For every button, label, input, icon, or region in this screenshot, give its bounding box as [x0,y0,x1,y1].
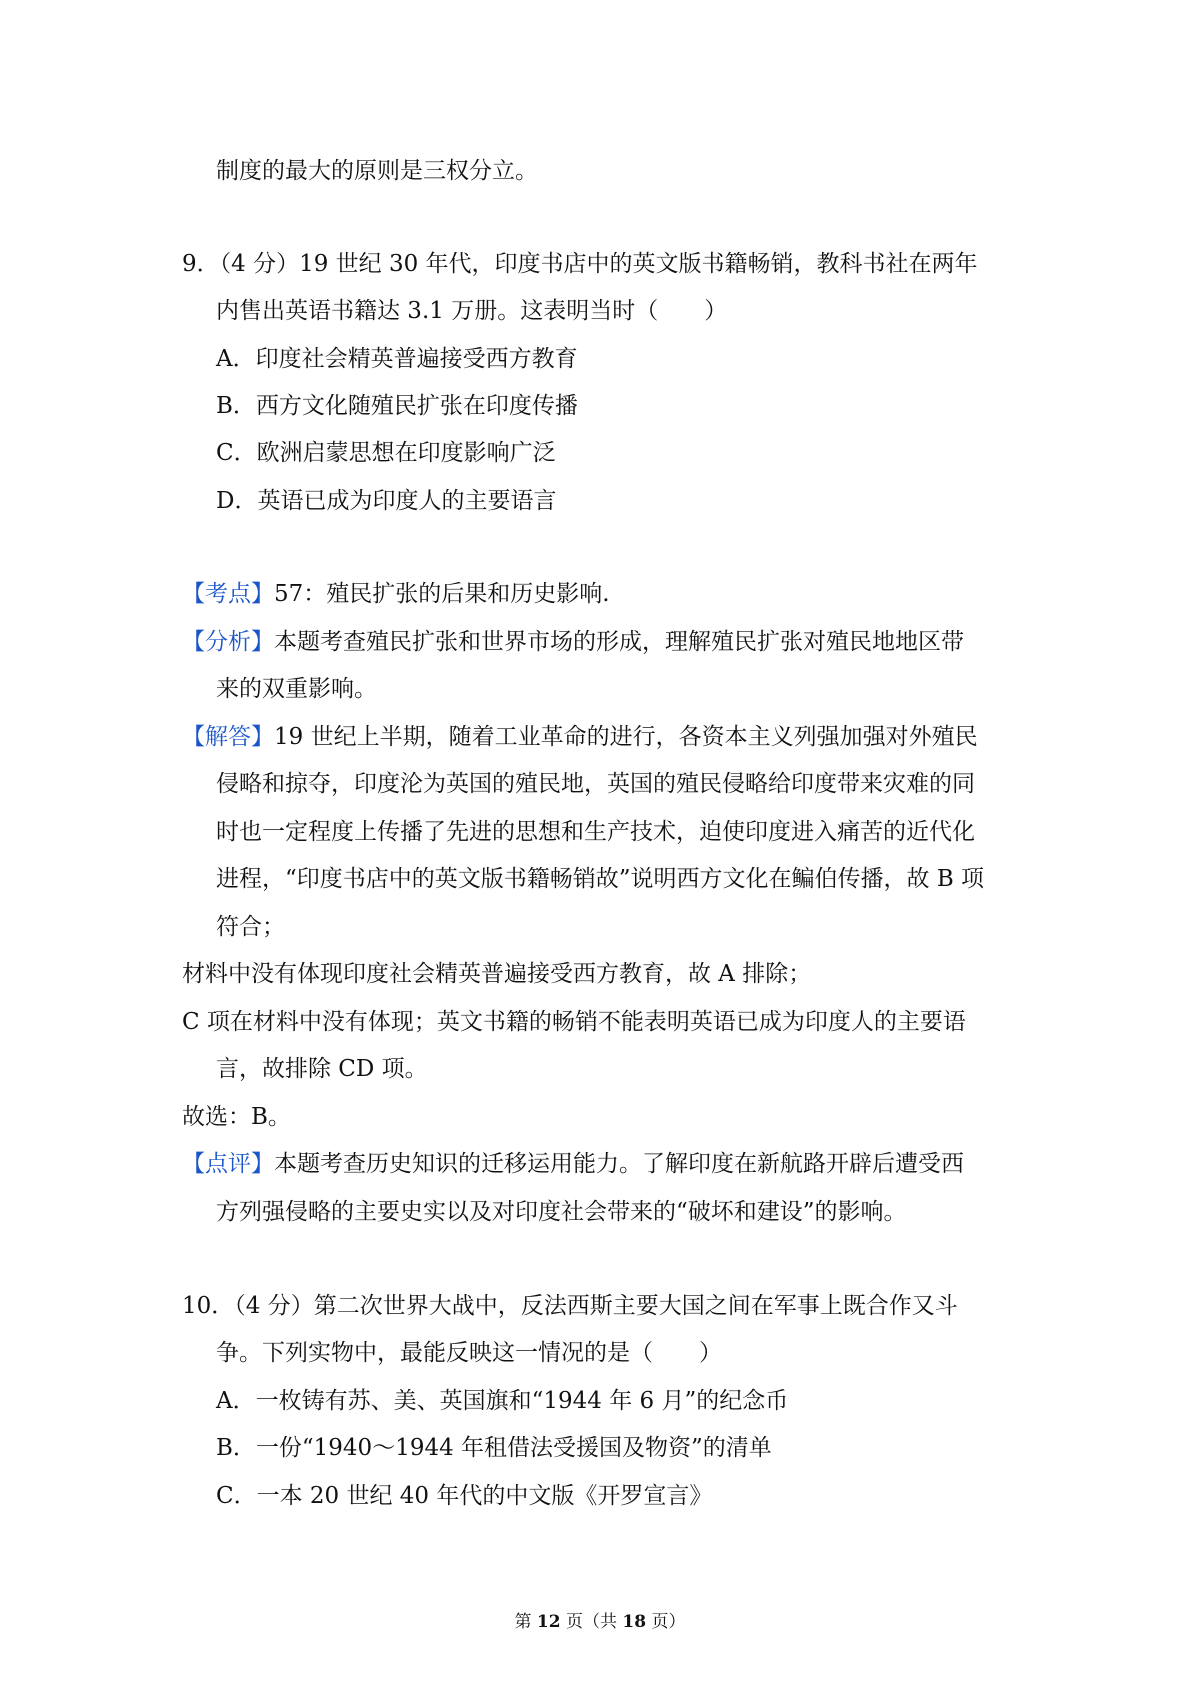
q10-option-c: C．一本 20 世纪 40 年代的中文版《开罗宣言》 [216,1483,713,1509]
jieda-tag: 【解答】 [182,724,274,750]
q10-option-b: B．一份“1940～1944 年租借法受援国及物资”的清单 [216,1435,772,1461]
fenxi-tag: 【分析】 [182,629,274,655]
fenxi-line1 [182,627,964,657]
intro-text: 制度的最大的原则是三权分立。 [216,158,538,184]
jieda-text-line1: 19 世纪上半期，随着工业革命的进行，各资本主义列强加强对外殖民 [274,724,978,750]
dianping-line1 [182,1149,964,1179]
q9-option-a: A．印度社会精英普遍接受西方教育 [216,346,578,372]
jieda-answer: 故选：B。 [182,1104,291,1130]
jieda-text-line7: C 项在材料中没有体现；英文书籍的畅销不能表明英语已成为印度人的主要语 [182,1009,966,1035]
fenxi-text-line2: 来的双重影响。 [216,676,377,702]
q10-option-a: A．一枚铸有苏、美、英国旗和“1944 年 6 月”的纪念币 [216,1388,789,1414]
jieda-text-line8: 言，故排除 CD 项。 [216,1056,428,1082]
footer-post: 页） [646,1612,686,1632]
q10-stem-line1: 10．（4 分）第二次世界大战中，反法西斯主要大国之间在军事上既合作又斗 [182,1293,958,1319]
footer-total-pages: 18 [622,1612,647,1632]
kaodian-line [182,579,610,609]
footer-page-number: 12 [536,1612,561,1632]
q9-option-c: C．欧洲启蒙思想在印度影响广泛 [216,440,556,466]
jieda-text-line5: 符合； [216,914,285,940]
kaodian-tag: 【考点】 [182,581,274,607]
q9-stem-line2: 内售出英语书籍达 3.1 万册。这表明当时（ ） [216,298,728,324]
jieda-text-line6: 材料中没有体现印度社会精英普遍接受西方教育，故 A 排除； [182,961,812,987]
q9-stem-line1: 9．（4 分）19 世纪 30 年代，印度书店中的英文版书籍畅销，教科书社在两年 [182,251,978,277]
q9-option-b: B．西方文化随殖民扩张在印度传播 [216,393,578,419]
dianping-text-line1: 本题考查历史知识的迁移运用能力。了解印度在新航路开辟后遭受西 [274,1151,964,1177]
jieda-text-line4: 进程，“印度书店中的英文版书籍畅销故”说明西方文化在鳊伯传播，故 B 项 [216,866,985,892]
footer-mid: 页（共 [560,1612,623,1632]
page-footer [0,1611,1200,1633]
jieda-text-line3: 时也一定程度上传播了先进的思想和生产技术，迫使印度进入痛苦的近代化 [216,819,975,845]
dianping-text-line2: 方列强侵略的主要史实以及对印度社会带来的“破坏和建设”的影响。 [216,1199,907,1225]
jieda-text-line2: 侵略和掠夺，印度沦为英国的殖民地，英国的殖民侵略给印度带来灾难的同 [216,771,975,797]
fenxi-text-line1: 本题考查殖民扩张和世界市场的形成，理解殖民扩张对殖民地地区带 [274,629,964,655]
q10-stem-line2: 争。下列实物中，最能反映这一情况的是（ ） [216,1340,722,1366]
jieda-line1 [182,722,978,752]
dianping-tag: 【点评】 [182,1151,274,1177]
q9-option-d: D．英语已成为印度人的主要语言 [216,488,557,514]
footer-pre: 第 [514,1612,537,1632]
kaodian-text: 57：殖民扩张的后果和历史影响. [274,581,610,607]
